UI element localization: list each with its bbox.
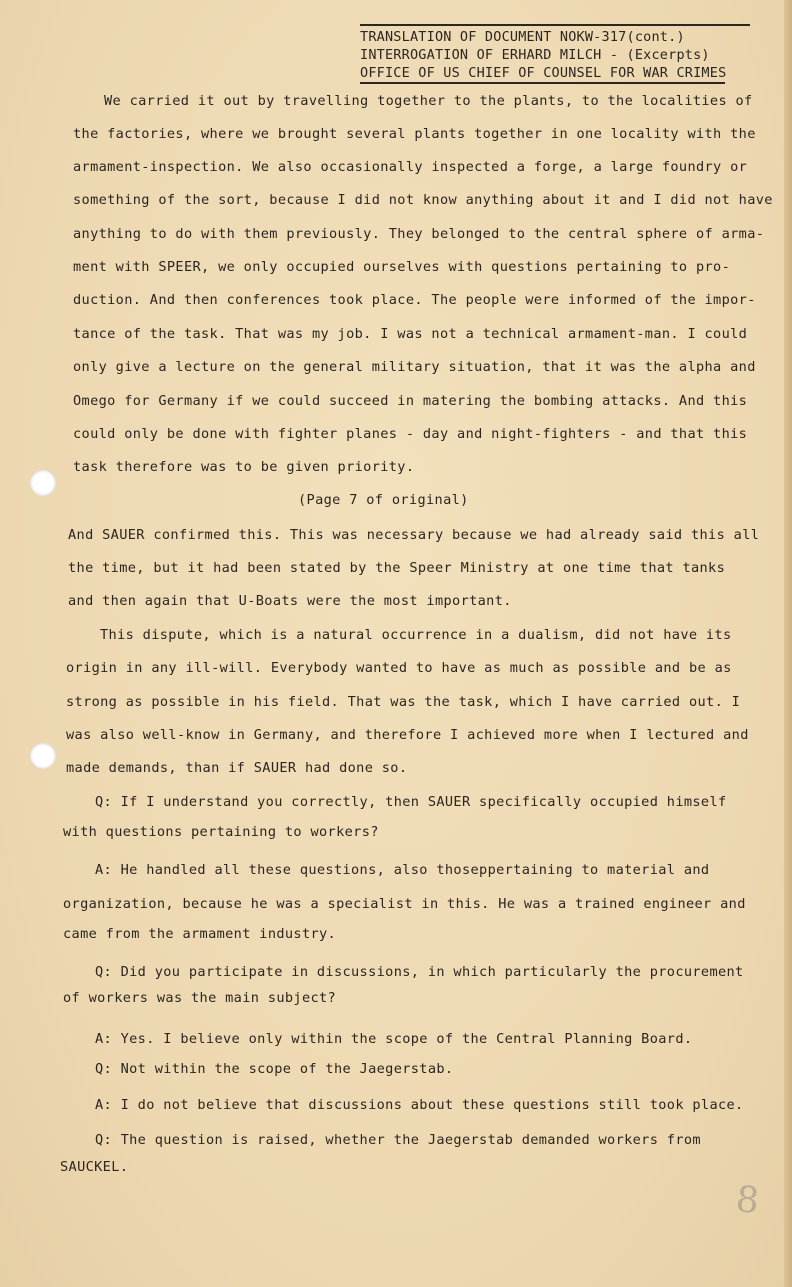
question-line: Q: Did you participate in discussions, in which particularly the procurement xyxy=(95,964,744,980)
punch-hole xyxy=(30,743,56,769)
header-line-3: OFFICE OF US CHIEF OF COUNSEL FOR WAR CRIMES xyxy=(360,65,727,81)
text-line: of workers was the main subject? xyxy=(63,990,337,1006)
text-line: And SAUER confirmed this. This was necessary because we had already said this all xyxy=(68,527,760,543)
text-line: only give a lecture on the general military situation, that it was the alpha and xyxy=(73,359,756,375)
answer-line: A: Yes. I believe only within the scope of the Central Planning Board. xyxy=(95,1031,693,1047)
header-top-rule xyxy=(360,24,750,26)
text-line: task therefore was to be given priority. xyxy=(73,459,415,475)
text-line: the time, but it had been stated by the Speer Ministry at one time that tanks xyxy=(68,560,726,576)
text-line: strong as possible in his field. That was the task, which I have carried out. I xyxy=(66,694,741,710)
document-header xyxy=(360,24,750,82)
answer-line: A: He handled all these questions, also thoseppertaining to material and xyxy=(95,862,710,878)
text-line: armament-inspection. We also occasionally inspected a forge, a large foundry or xyxy=(73,159,748,175)
text-line: and then again that U-Boats were the most important. xyxy=(68,593,512,609)
text-line: organization, because he was a specialist in this. He was a trained engineer and xyxy=(63,896,746,912)
page-edge xyxy=(784,0,792,1287)
text-line: came from the armament industry. xyxy=(63,926,337,942)
text-line: duction. And then conferences took place. The people were informed of the impor- xyxy=(73,292,756,308)
text-line: could only be done with fighter planes - day and night-fighters - and that this xyxy=(73,426,748,442)
text-line: made demands, than if SAUER had done so. xyxy=(66,760,408,776)
header-line-1: TRANSLATION OF DOCUMENT NOKW-317(cont.) xyxy=(360,29,685,45)
text-line: the factories, where we brought several plants together in one locality with the xyxy=(73,126,756,142)
header-line-2: INTERROGATION OF ERHARD MILCH - (Excerpts) xyxy=(360,47,710,63)
text-line: with questions pertaining to workers? xyxy=(63,824,379,840)
page-reference: (Page 7 of original) xyxy=(298,492,469,508)
text-line: This dispute, which is a natural occurrence in a dualism, did not have its xyxy=(100,627,732,643)
handwritten-folio-number: 8 xyxy=(733,1178,761,1223)
text-line: was also well-know in Germany, and therefore I achieved more when I lectured and xyxy=(66,727,749,743)
text-line: origin in any ill-will. Everybody wanted to have as much as possible and be as xyxy=(66,660,732,676)
text-line: We carried it out by travelling together to the plants, to the localities of xyxy=(104,93,753,109)
text-line: tance of the task. That was my job. I was not a technical armament-man. I could xyxy=(73,326,748,342)
question-line: Q: The question is raised, whether the Jaegerstab demanded workers from xyxy=(95,1132,701,1148)
question-line: Q: Not within the scope of the Jaegerstab. xyxy=(95,1061,454,1077)
text-line: SAUCKEL. xyxy=(60,1159,129,1175)
text-line: Omego for Germany if we could succeed in matering the bombing attacks. And this xyxy=(73,393,748,409)
text-line: ment with SPEER, we only occupied ourselves with questions pertaining to pro- xyxy=(73,259,731,275)
text-line: something of the sort, because I did not know anything about it and I did not have xyxy=(73,192,773,208)
punch-hole xyxy=(30,470,56,496)
text-line: anything to do with them previously. They belonged to the central sphere of arma- xyxy=(73,226,765,242)
header-bottom-rule xyxy=(360,82,725,84)
question-line: Q: If I understand you correctly, then SAUER specifically occupied himself xyxy=(95,794,727,810)
answer-line: A: I do not believe that discussions about these questions still took place. xyxy=(95,1097,744,1113)
